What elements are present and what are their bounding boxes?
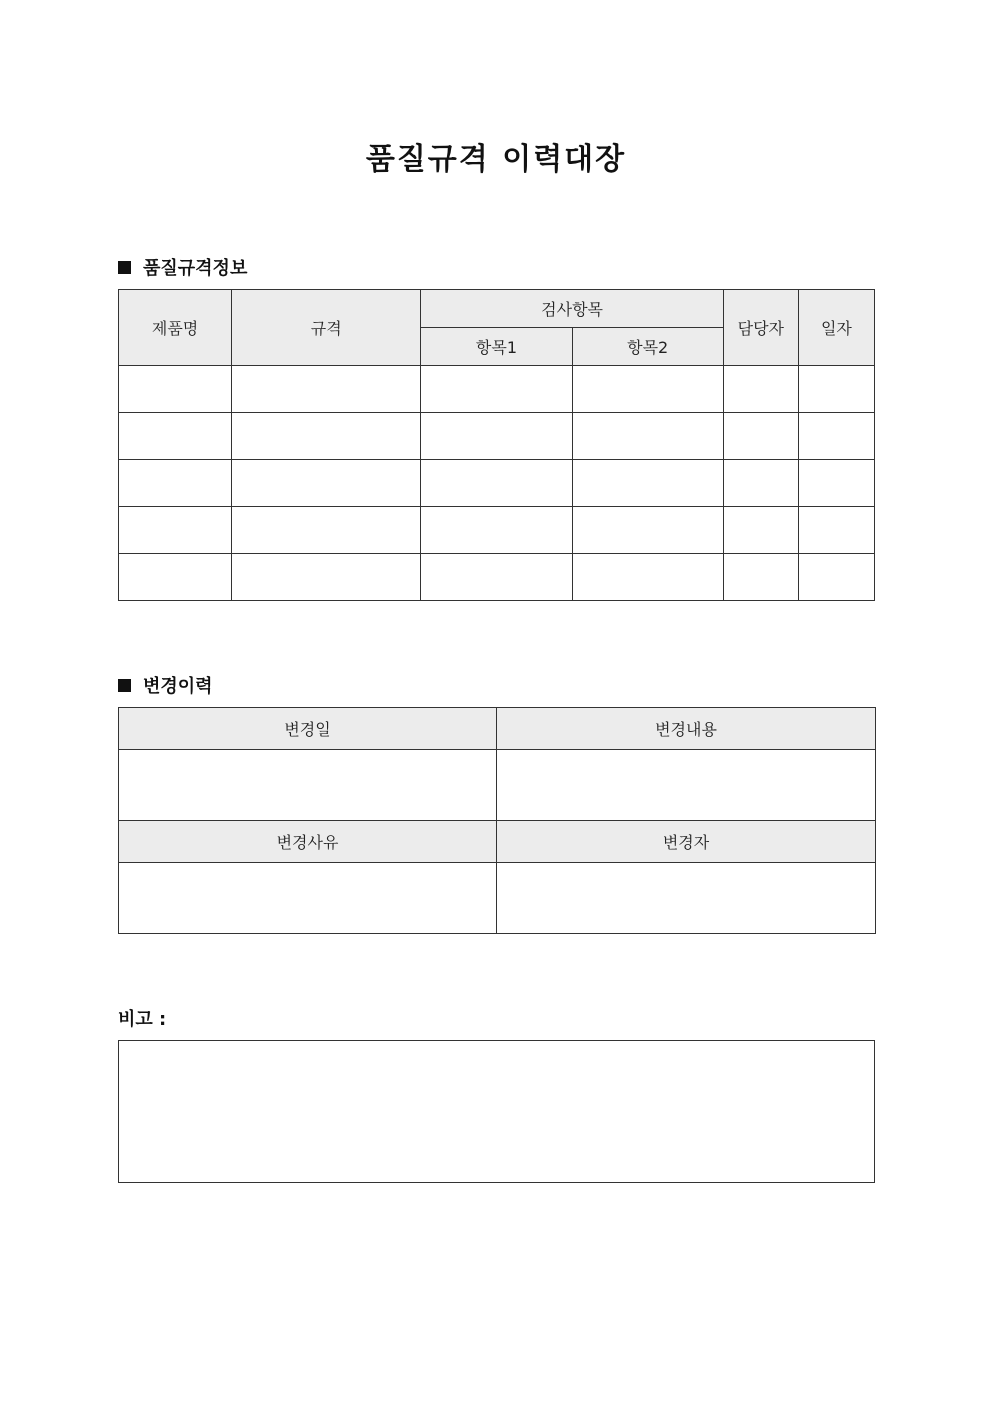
cell-changer[interactable] bbox=[497, 863, 876, 934]
spec-section-heading-text: 품질규격정보 bbox=[143, 258, 248, 279]
cell-date[interactable] bbox=[798, 460, 874, 507]
cell-manager[interactable] bbox=[723, 460, 798, 507]
cell-change-reason[interactable] bbox=[119, 863, 497, 934]
square-bullet-icon bbox=[118, 261, 131, 274]
cell-manager[interactable] bbox=[723, 507, 798, 554]
cell-manager[interactable] bbox=[723, 413, 798, 460]
cell-manager[interactable] bbox=[723, 366, 798, 413]
cell-date[interactable] bbox=[798, 507, 874, 554]
table-row bbox=[119, 507, 875, 554]
cell-spec[interactable] bbox=[232, 507, 421, 554]
header-item1: 항목1 bbox=[421, 328, 572, 366]
header-manager: 담당자 bbox=[723, 290, 798, 366]
remarks-box[interactable] bbox=[118, 1040, 875, 1183]
cell-spec[interactable] bbox=[232, 554, 421, 601]
table-row bbox=[119, 413, 875, 460]
cell-item2[interactable] bbox=[572, 366, 723, 413]
cell-item2[interactable] bbox=[572, 554, 723, 601]
cell-item1[interactable] bbox=[421, 413, 572, 460]
header-changer: 변경자 bbox=[497, 821, 876, 863]
cell-date[interactable] bbox=[798, 554, 874, 601]
remarks-label: 비고 : bbox=[118, 1009, 167, 1030]
cell-item2[interactable] bbox=[572, 507, 723, 554]
cell-product-name[interactable] bbox=[119, 554, 232, 601]
header-change-date: 변경일 bbox=[119, 708, 497, 750]
spec-section-heading bbox=[118, 254, 247, 280]
square-bullet-icon bbox=[118, 679, 131, 692]
header-item2: 항목2 bbox=[572, 328, 723, 366]
cell-product-name[interactable] bbox=[119, 366, 232, 413]
cell-item1[interactable] bbox=[421, 366, 572, 413]
change-history-table bbox=[118, 707, 876, 934]
cell-spec[interactable] bbox=[232, 413, 421, 460]
header-date: 일자 bbox=[798, 290, 874, 366]
cell-item1[interactable] bbox=[421, 460, 572, 507]
table-row bbox=[119, 554, 875, 601]
cell-manager[interactable] bbox=[723, 554, 798, 601]
cell-item1[interactable] bbox=[421, 507, 572, 554]
cell-item1[interactable] bbox=[421, 554, 572, 601]
header-change-reason: 변경사유 bbox=[119, 821, 497, 863]
table-row bbox=[119, 460, 875, 507]
cell-change-content[interactable] bbox=[497, 750, 876, 821]
cell-product-name[interactable] bbox=[119, 460, 232, 507]
spec-table bbox=[118, 289, 875, 601]
cell-product-name[interactable] bbox=[119, 413, 232, 460]
change-section-heading-text: 변경이력 bbox=[143, 676, 213, 697]
header-product-name: 제품명 bbox=[119, 290, 232, 366]
cell-spec[interactable] bbox=[232, 366, 421, 413]
cell-date[interactable] bbox=[798, 413, 874, 460]
change-section-heading bbox=[118, 672, 213, 698]
cell-item2[interactable] bbox=[572, 413, 723, 460]
cell-date[interactable] bbox=[798, 366, 874, 413]
header-spec: 규격 bbox=[232, 290, 421, 366]
header-inspection-items: 검사항목 bbox=[421, 290, 723, 328]
page-title: 품질규격 이력대장 bbox=[365, 142, 627, 177]
cell-spec[interactable] bbox=[232, 460, 421, 507]
cell-product-name[interactable] bbox=[119, 507, 232, 554]
header-change-content: 변경내용 bbox=[497, 708, 876, 750]
cell-item2[interactable] bbox=[572, 460, 723, 507]
table-row bbox=[119, 366, 875, 413]
cell-change-date[interactable] bbox=[119, 750, 497, 821]
